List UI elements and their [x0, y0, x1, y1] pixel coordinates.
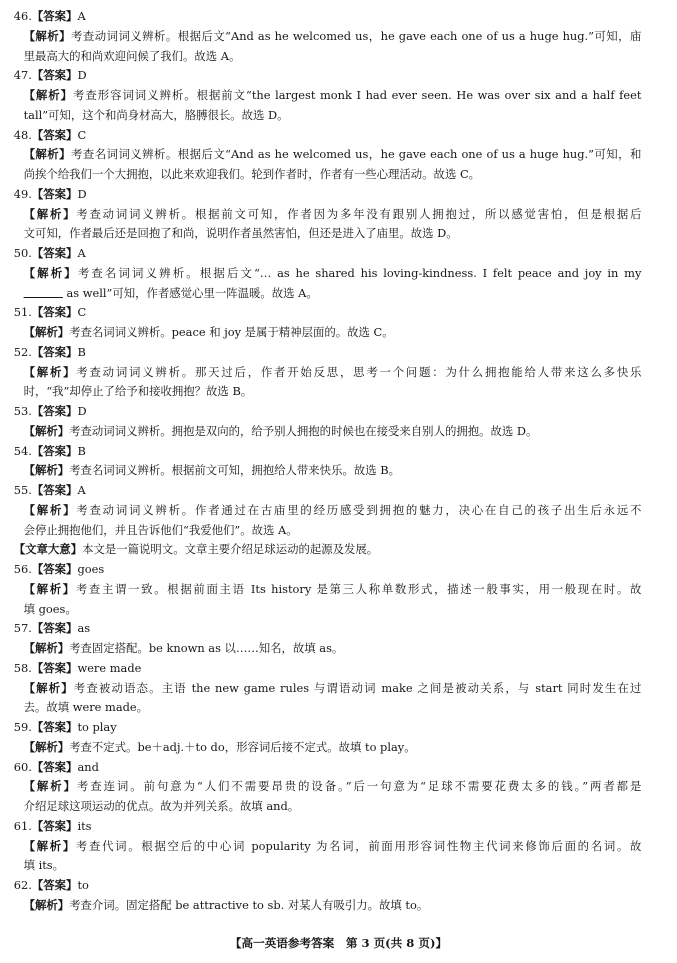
line-text: its	[77, 818, 92, 833]
line-text: 文可知，作者最后还是回抱了和尚，说明作者虽然害怕，但还是进入了庙里。故选 D。	[23, 226, 458, 241]
continuation-line	[0, 224, 665, 244]
line-text: 时，“我”却停止了给予和接收拥抱？故选 B。	[23, 384, 253, 399]
line-text: 考查动词词义辨析。作者通过在古庙里的经历感受到拥抱的魅力，决心在自己的孩子出生后永远不	[76, 502, 642, 517]
line-text: and	[77, 759, 99, 774]
explanation-line	[0, 639, 665, 659]
answer-tag: 【答案】	[31, 818, 78, 833]
answer-key-body	[0, 7, 677, 916]
explanation-line	[0, 205, 665, 225]
line-text: 考查固定搭配。be known as 以……知名，故填 as。	[69, 641, 344, 655]
answer-line	[0, 876, 665, 896]
line-text: B	[77, 344, 86, 359]
answer-tag: 【答案】	[31, 9, 78, 23]
answer-line	[0, 560, 665, 580]
explanation-line	[0, 896, 665, 916]
line-text: 考查被动语态。主语 the new game rules 与谓语动词 make 之间是被动关系，与 start 同时发生在过	[73, 680, 642, 695]
explanation-line	[0, 323, 665, 343]
answer-tag: 【答案】	[31, 186, 78, 201]
answer-tag: 【答案】	[31, 404, 78, 418]
continuation-line	[0, 382, 665, 402]
explanation-line	[0, 422, 665, 442]
question-number: 48.	[13, 127, 32, 142]
question-number: 60.	[13, 759, 32, 774]
explanation-tag: 【解析】	[23, 779, 77, 794]
explanation-line	[0, 86, 665, 106]
line-text: 考查介词。固定搭配 be attractive to sb. 对某人有吸引力。故填 to。	[69, 897, 429, 912]
line-text: C	[77, 127, 87, 142]
explanation-tag: 【解析】	[23, 423, 70, 438]
explanation-tag: 【解析】	[23, 838, 76, 853]
explanation-line	[0, 777, 665, 797]
explanation-line	[0, 363, 665, 383]
line-text: 介绍足球这项运动的优点。故为并列关系。故填 and。	[23, 799, 300, 813]
line-text: tall”可知，这个和尚身材高大，胳膊很长。故选 D。	[23, 107, 289, 122]
explanation-tag: 【解析】	[23, 502, 77, 517]
line-text: 考查名词词义辨析。根据后文“… as he shared his loving-kindness. I felt peace and joy in my	[77, 265, 642, 280]
question-number: 57.	[13, 621, 32, 636]
line-text: to	[77, 878, 89, 892]
line-text: C	[77, 305, 87, 320]
line-text: 会停止拥抱他们，并且告诉他们“我爱他们”。故选 A。	[23, 522, 298, 537]
explanation-line	[0, 501, 665, 521]
continuation-line	[0, 521, 665, 541]
answer-line	[0, 718, 665, 738]
explanation-tag: 【解析】	[23, 28, 72, 43]
answer-tag: 【答案】	[31, 127, 78, 142]
continuation-line	[0, 284, 665, 304]
summary-tag: 【文章大意】	[13, 542, 83, 557]
answer-tag: 【答案】	[31, 246, 78, 260]
explanation-tag: 【解析】	[23, 897, 70, 912]
continuation-line	[0, 797, 665, 817]
question-number: 56.	[13, 562, 32, 576]
continuation-line	[0, 856, 665, 876]
line-text: 考查动词词义辨析。拥抱是双向的，给予别人拥抱的时候也在接受来自别人的拥抱。故选 D。	[69, 423, 538, 438]
answer-tag: 【答案】	[31, 344, 78, 359]
answer-tag: 【答案】	[31, 660, 78, 675]
line-text: 考查动词词义辨析。那天过后，作者开始反思，思考一个问题：为什么拥抱能给人带来这么多快乐	[76, 364, 642, 379]
answer-tag: 【答案】	[31, 759, 78, 774]
line-text: A	[77, 483, 86, 497]
line-text: 考查名词词义辨析。根据后文“And as he welcomed us，he gave each one of us a huge hug.”可知，和	[71, 147, 642, 162]
answer-line	[0, 619, 665, 639]
answer-tag: 【答案】	[31, 720, 78, 734]
explanation-tag: 【解析】	[23, 265, 78, 280]
explanation-tag: 【解析】	[23, 147, 72, 162]
question-number: 53.	[13, 404, 32, 418]
line-text: D	[77, 68, 87, 83]
line-text: to play	[77, 720, 117, 734]
explanation-tag: 【解析】	[23, 739, 70, 754]
continuation-line	[0, 106, 665, 126]
question-number: 58.	[13, 660, 32, 675]
continuation-line	[0, 165, 665, 185]
line-text: were made	[77, 660, 142, 675]
line-text: 填 its。	[23, 858, 65, 873]
answer-tag: 【答案】	[31, 621, 78, 636]
question-number: 49.	[13, 186, 32, 201]
line-text: 考查名词词义辨析。根据前文可知，拥抱给人带来快乐。故选 B。	[69, 463, 401, 478]
continuation-line	[0, 600, 665, 620]
answer-tag: 【答案】	[31, 878, 78, 892]
explanation-line	[0, 738, 665, 758]
question-number: 55.	[13, 483, 32, 497]
answer-line	[0, 402, 665, 422]
answer-line	[0, 126, 665, 146]
answer-line	[0, 7, 665, 27]
line-text: A	[77, 246, 86, 260]
line-text: 里最高大的和尚欢迎问候了我们。故选 A。	[23, 48, 241, 63]
summary-line	[0, 540, 665, 560]
answer-line	[0, 481, 665, 501]
line-text: 考查连词。前句意为“人们不需要昂贵的设备。”后一句意为“足球不需要花费太多的钱。”两者都是	[76, 779, 642, 794]
answer-tag: 【答案】	[31, 443, 78, 458]
explanation-line	[0, 580, 665, 600]
answer-line	[0, 185, 665, 205]
question-number: 54.	[13, 443, 32, 458]
question-number: 62.	[13, 878, 32, 892]
question-number: 52.	[13, 344, 32, 359]
explanation-tag: 【解析】	[23, 364, 77, 379]
line-text: as well”可知，作者感觉心里一阵温暖。故选 A。	[62, 285, 318, 300]
line-text: 考查代词。根据空后的中心词 popularity 为名词，前面用形容词性物主代词来修饰后面的名词。故	[75, 838, 642, 853]
line-text: goes	[77, 562, 105, 576]
explanation-tag: 【解析】	[23, 463, 70, 478]
answer-line	[0, 659, 665, 679]
explanation-tag: 【解析】	[23, 680, 74, 695]
line-text: 考查形容词词义辨析。根据前文“the largest monk I had ever seen. He was over six and a half feet	[73, 88, 642, 102]
answer-line	[0, 343, 665, 363]
line-text: A	[77, 9, 86, 23]
answer-tag: 【答案】	[31, 305, 78, 320]
explanation-line	[0, 264, 665, 284]
line-text: 填 goes。	[23, 601, 77, 616]
explanation-line	[0, 27, 665, 47]
continuation-line	[0, 698, 665, 718]
line-text: B	[77, 443, 86, 458]
fill-blank	[24, 285, 63, 298]
explanation-line	[0, 837, 665, 857]
continuation-line	[0, 47, 665, 67]
question-number: 50.	[13, 246, 32, 260]
question-number: 61.	[13, 818, 32, 833]
line-text: as	[77, 621, 91, 636]
question-number: 51.	[13, 305, 32, 320]
answer-line	[0, 66, 665, 86]
answer-tag: 【答案】	[31, 68, 78, 83]
question-number: 59.	[13, 720, 32, 734]
line-text: 尚挨个给我们一个大拥抱，以此来欢迎我们。轮到作者时，作者有一些心理活动。故选 C。	[23, 167, 481, 181]
page-footer: 【高一英语参考答案 第 3 页(共 8 页)】	[229, 936, 448, 950]
explanation-line	[0, 145, 665, 165]
explanation-tag: 【解析】	[23, 88, 74, 102]
line-text: 本文是一篇说明文。文章主要介绍足球运动的起源及发展。	[82, 542, 379, 557]
line-text: 考查动词词义辨析。根据后文“And as he welcomed us，he gave each one of us a huge hug.”可知，庙	[71, 28, 642, 43]
explanation-tag: 【解析】	[23, 641, 70, 655]
line-text: 考查动词词义辨析。根据前文可知，作者因为多年没有跟别人拥抱过，所以感觉害怕，但是根据后	[76, 206, 642, 221]
explanation-line	[0, 461, 665, 481]
line-text: D	[77, 404, 87, 418]
explanation-tag: 【解析】	[23, 206, 77, 221]
line-text: 考查主谓一致。根据前面主语 Its history 是第三人称单数形式，描述一般事实，用一般现在时。故	[75, 581, 642, 596]
line-text: D	[77, 186, 87, 201]
question-number: 47.	[13, 68, 32, 83]
answer-line	[0, 442, 665, 462]
question-number: 46.	[13, 9, 32, 23]
explanation-tag: 【解析】	[23, 581, 76, 596]
answer-tag: 【答案】	[31, 483, 78, 497]
answer-line	[0, 303, 665, 323]
answer-tag: 【答案】	[31, 562, 78, 576]
line-text: 考查名词词义辨析。peace 和 joy 是属于精神层面的。故选 C。	[69, 325, 394, 339]
line-text: 去。故填 were made。	[23, 700, 149, 715]
answer-line	[0, 758, 665, 778]
answer-line	[0, 244, 665, 264]
answer-line	[0, 817, 665, 837]
explanation-line	[0, 679, 665, 699]
explanation-tag: 【解析】	[23, 325, 70, 339]
line-text: 考查不定式。be＋adj.＋to do，形容词后接不定式。故填 to play。	[69, 739, 416, 754]
